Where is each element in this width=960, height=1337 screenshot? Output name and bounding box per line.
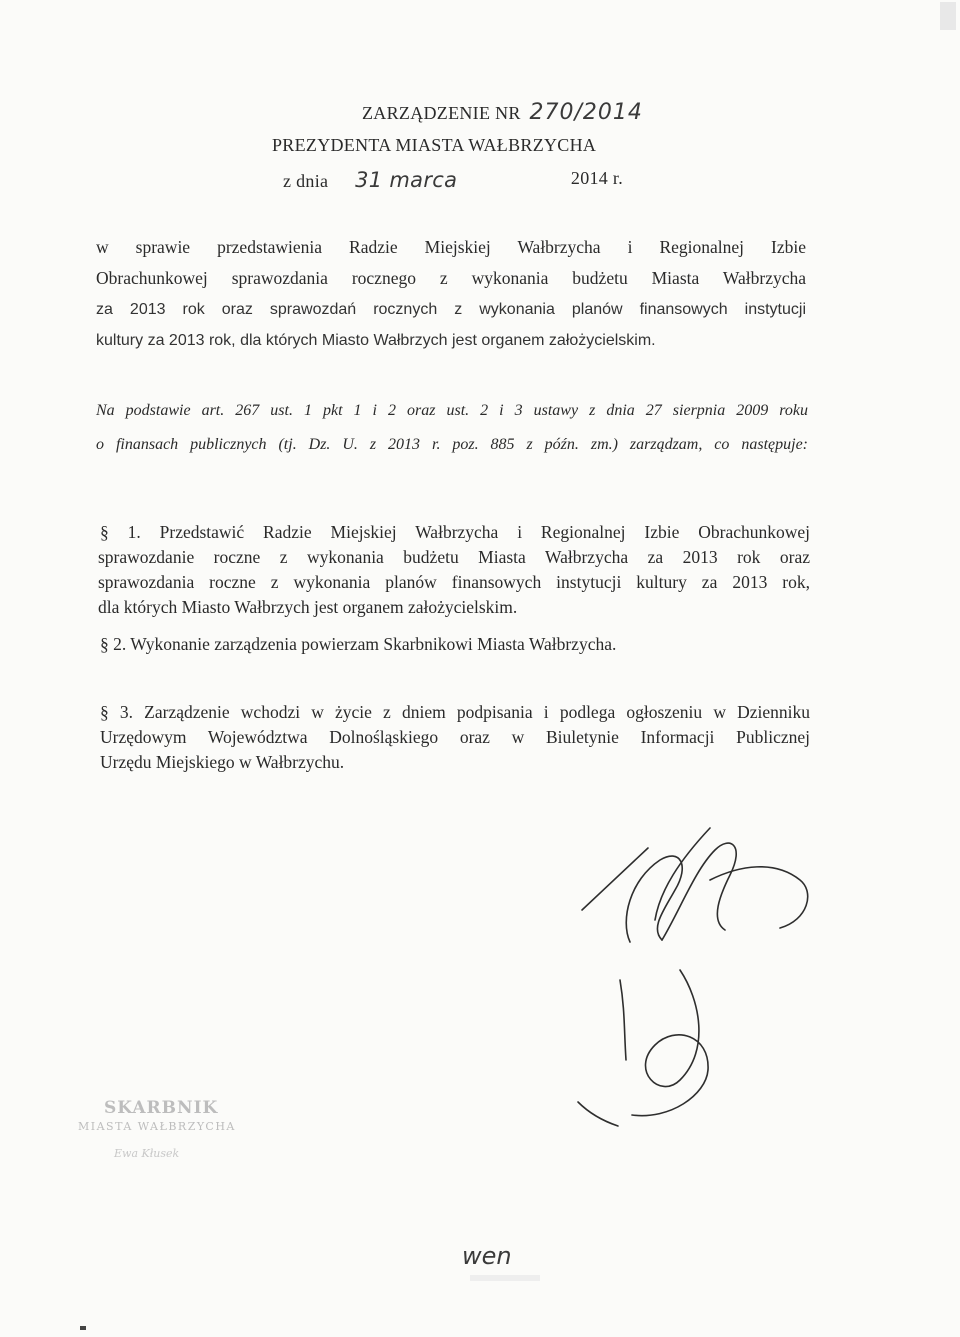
document-date	[283, 168, 623, 192]
legal-basis-paragraph	[96, 394, 808, 462]
document-issuer: PREZYDENTA MIASTA WAŁBRZYCHA	[272, 135, 597, 155]
section-3-line: § 3. Zarządzenie wchodzi w życie z dniem podpisania i podlega ogłoszeniu w Dzienniku	[100, 702, 810, 722]
handwritten-date: 31 marca	[355, 168, 458, 192]
legal-basis-line: Na podstawie art. 267 ust. 1 pkt 1 i 2 oraz ust. 2 i 3 ustawy z dnia 27 sierpnia 2009 roku	[96, 402, 808, 419]
stamp-subtitle: MIASTA WAŁBRZYCHA	[78, 1120, 236, 1133]
section-1-line: § 1. Przedstawić Radzie Miejskiej Wałbrzycha i Regionalnej Izbie Obrachunkowej	[100, 522, 810, 542]
stamp-name: Ewa Kłusek	[114, 1147, 180, 1160]
signature-icon	[560, 820, 820, 1160]
document-title	[362, 100, 643, 125]
subject-line: kultury za 2013 rok, dla których Miasto Wałbrzych jest organem założycielskim.	[96, 332, 656, 349]
section-1-line: sprawozdania roczne z wykonania planów finansowych instytucji kultury za 2013 rok,	[98, 572, 810, 592]
section-3-line: Urzędu Miejskiego w Wałbrzychu.	[100, 752, 345, 772]
subject-paragraph	[96, 232, 806, 356]
section-2-text: § 2. Wykonanie zarządzenia powierzam Skarbnikowi Miasta Wałbrzycha.	[100, 634, 617, 654]
scan-speck	[80, 1326, 86, 1330]
title-prefix: ZARZĄDZENIE NR	[362, 103, 521, 123]
stamp-title: SKARBNIK	[104, 1098, 219, 1118]
handwritten-number: 270/2014	[529, 100, 643, 125]
subject-line: za 2013 rok oraz sprawozdań rocznych z wykonania planów finansowych instytucji	[96, 301, 806, 318]
treasurer-stamp	[78, 1098, 236, 1160]
section-3	[100, 700, 810, 775]
section-1-line: sprawozdanie roczne z wykonania budżetu Miasta Wałbrzycha za 2013 rok oraz	[98, 547, 810, 567]
date-prefix: z dnia	[283, 171, 329, 191]
date-year: 2014 r.	[570, 168, 623, 188]
section-3-line: Urzędowym Województwa Dolnośląskiego oraz w Biuletynie Informacji Publicznej	[100, 727, 810, 747]
scan-speck	[940, 2, 956, 30]
subject-line: Obrachunkowej sprawozdania rocznego z wykonania budżetu Miasta Wałbrzycha	[96, 268, 806, 288]
section-2	[100, 634, 812, 655]
section-1	[98, 520, 810, 620]
section-1-line: dla których Miasto Wałbrzych jest organem założycielskim.	[98, 597, 518, 617]
subject-line: w sprawie przedstawienia Radzie Miejskiej Wałbrzycha i Regionalnej Izbie	[96, 237, 806, 257]
handwritten-initials: wen	[462, 1242, 512, 1270]
legal-basis-line: o finansach publicznych (tj. Dz. U. z 2013 r. poz. 885 z późn. zm.) zarządzam, co następuje:	[96, 436, 808, 453]
stamp-faint-mark	[470, 1275, 540, 1281]
